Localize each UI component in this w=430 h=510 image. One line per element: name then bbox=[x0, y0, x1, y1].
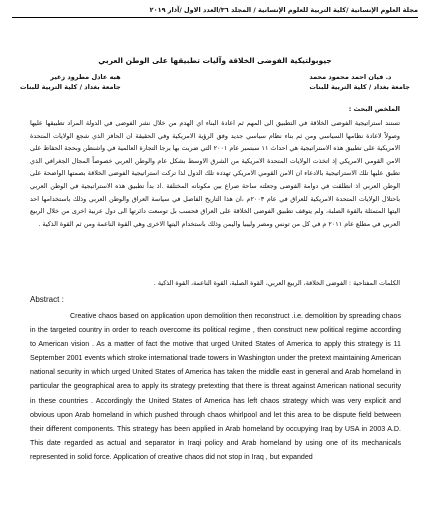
arabic-summary-heading: الملخص البحث : bbox=[348, 105, 400, 113]
author-block bbox=[20, 72, 410, 92]
english-abstract bbox=[30, 309, 401, 464]
journal-header: مجلة العلوم الإنسانية /كلية التربية للعلوم الإنسانية / المجلد ٣٦/العدد الاول /آذار ٢٠١٩ bbox=[12, 6, 418, 18]
author-1-name: هبه عادل مطرود زغير bbox=[50, 73, 121, 81]
arabic-keywords: الكلمات المفتاحية : الفوضى الخلاقة، الربيع العربي، القوة الصلبة، القوة الناعمة، القوة الذكية . bbox=[153, 279, 400, 287]
author-2-affiliation: جامعة بغداد / كلية التربية للبنات bbox=[309, 83, 410, 91]
english-abstract-text: Creative chaos based on application upon demolition then reconstruct .i.e. demolition by spreading chaos in the targeted country in order to reach overcome its political regime , then construct new political regime according to American vision . As a matter of fact the motive that urged United States of America to apply this strategy is 11 September 2001 events which stroke international trade towers in Washington under the pretext maintaining American national security in which urged United States of America has taken the middle east in general and Arab homeland in particular the geographical area to apply its strategy pretexting that there is threat against American national security in these countries . Accordingly the United States of America has left chaos strategy which was very explicit and obvious upon Arab homeland in which pushed through chaos whirlpool and let this area to be dispute field between their different components. This strategy has been applied in Arab homeland by occupying Iraq by USA in 2003 A.D. This date regarded as actual and separator in Iraqi policy and Arab homeland by using one of its mechanicals represented in solid force. Application of creative chaos did not stop in Iraq , but expanded bbox=[30, 312, 401, 461]
author-1-affiliation: جامعة بغداد / كلية التربية للبنات bbox=[20, 83, 121, 91]
arabic-abstract: تستند استراتيجية الفوضى الخلاقة في التطبيق الى المهم ثم اعادة البناء اي الهدم من خلال نشر الفوضى في الدولة المراد تطبيقها عليها وصولاً لاعادة نظامها السياسي ومن ثم بناء نظام سياسي جديد وفق الرؤية الامريكية وفي الحقيقة ان الحافز الذي شجع الولايات المتحدة الامريكية على تطبيق هذه الاستراتيجية هي احداث ١١ سبتمبر عام ٢٠٠١ التي ضربت بها برجا التجارة العالمية في واشنطن وبحجة الحفاظ على الامن القومي الامريكي إذ اتخذت الولايات المتحدة الامريكية من الشرق الاوسط بشكل عام والوطن العربي خصوصاً المجال الجغرافي الذي تطبق عليها تلك الاستراتيجية بالادعاء ان الامن القومي الامريكي تهدده تلك الدول لذا تركت استراتيجية الفوضى الخلاقة بصمتها الواضحة على الوطن العربي اذ انطلقت في دوامة الفوضى وجعلته ساحة صراع بين مكوناته المختلفة .اذ بدأ تطبيق هذه الاستراتيجية في الوطن العربي باحتلال الولايات المتحدة الامريكية للعراق في عام ٢٠٠٣م ،ان هذا التاريخ الفاصل في سياسة العراق والوطن العربي وذلك باستخدامها احد اليتها المتمثلة بالقوة الصلبة، ولم يتوقف تطبيق الفوضى الخلاقة على العراق فحسب بل توسعت دائرتها الى دول عربية اخرى من خلال الربيع العربي في مطلع عام ٢٠١١ م في كل من تونس ومصر وليبيا واليمن وذلك باستخدام اليتها الاخرى وهي القوة الناعمة ومن ثم القوة الذكية . bbox=[30, 119, 400, 228]
author-2 bbox=[309, 72, 410, 92]
english-abstract-heading: Abstract : bbox=[30, 295, 64, 304]
author-1 bbox=[20, 72, 121, 92]
author-2-name: د. فيان احمد محمود محمد bbox=[309, 73, 392, 81]
article-title: جيوبولتيكية الفوضى الخلاقة وآليات تطبيقها على الوطن العربي bbox=[98, 56, 332, 65]
